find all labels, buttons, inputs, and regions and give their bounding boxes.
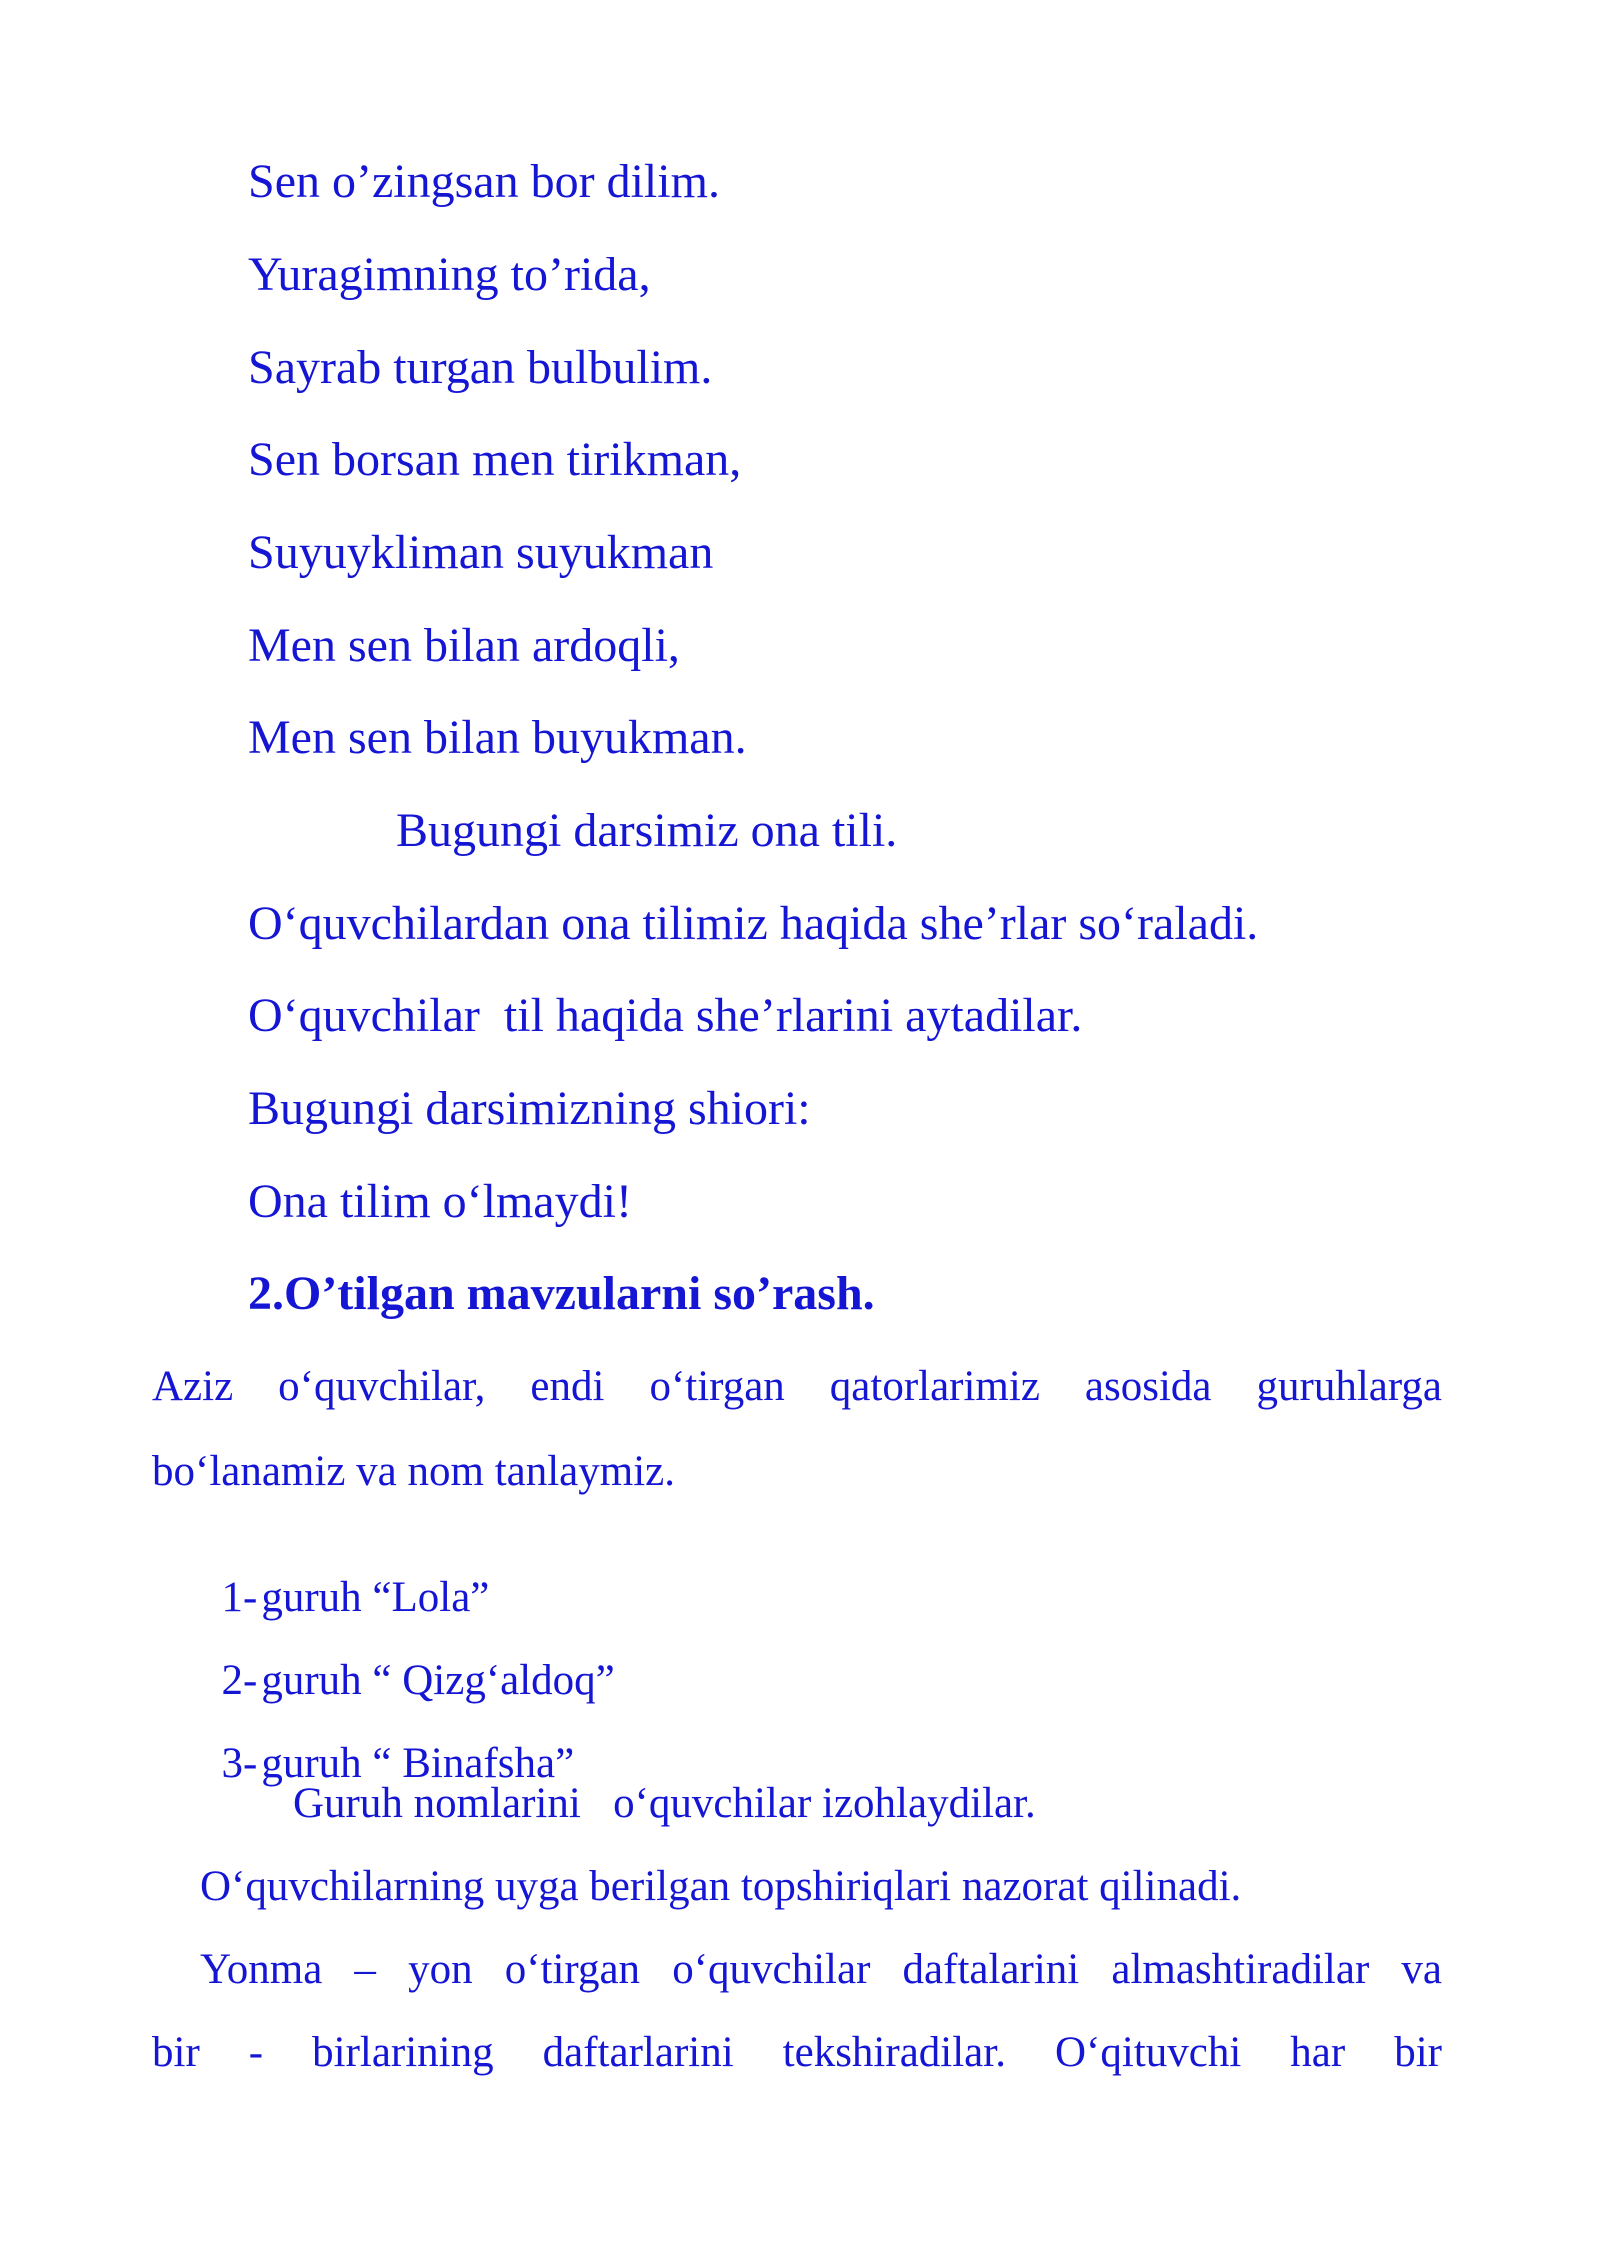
group-number: 1-: [221, 1574, 258, 1621]
group-note: Guruh nomlarini o‘quvchilar izohlaydilar.: [293, 1780, 1036, 1827]
lesson-motto: Ona tilim o‘lmaydi!: [248, 1175, 632, 1228]
poem-line-2: Yuragimning to’rida,: [248, 248, 651, 301]
poem-line-3: Sayrab turgan bulbulim.: [248, 341, 713, 394]
closing-paragraph-line-1: Yonma – yon o‘tirgan o‘quvchilar daftalarini almashtiradilar va: [200, 1946, 1442, 1993]
group-label: guruh “ Qizg‘aldoq”: [261, 1657, 615, 1704]
intro-paragraph-line-2: bo‘lanamiz va nom tanlaymiz.: [152, 1448, 675, 1495]
group-number: 2-: [221, 1657, 258, 1704]
poem-line-1: Sen o’zingsan bor dilim.: [248, 155, 720, 208]
homework-line: O‘quvchilarning uyga berilgan topshiriqlari nazorat qilinadi.: [200, 1863, 1242, 1910]
intro-paragraph-line-1: Aziz o‘quvchilar, endi o‘tirgan qatorlarimiz asosida guruhlarga: [152, 1363, 1442, 1410]
poem-line-4: Sen borsan men tirikman,: [248, 433, 742, 486]
group-list-item-1: [200, 1533, 489, 1619]
poem-line-6: Men sen bilan ardoqli,: [248, 619, 680, 672]
lesson-line-1: O‘quvchilardan ona tilimiz haqida she’rlar so‘raladi.: [248, 897, 1259, 950]
group-list-item-2: [200, 1616, 615, 1702]
group-list-item-3: [200, 1699, 574, 1785]
poem-line-5: Suyuykliman suyukman: [248, 526, 714, 579]
section-heading: 2.O’tilgan mavzularni so’rash.: [248, 1267, 875, 1320]
lesson-topic: Bugungi darsimiz ona tili.: [396, 804, 898, 857]
group-label: guruh “ Binafsha”: [261, 1740, 575, 1787]
closing-paragraph-line-2: bir - birlarining daftarlarini tekshiradilar. O‘qituvchi har bir: [152, 2029, 1442, 2076]
group-number: 3-: [221, 1740, 258, 1787]
lesson-line-2: O‘quvchilar til haqida she’rlarini aytadilar.: [248, 989, 1083, 1042]
poem-line-7: Men sen bilan buyukman.: [248, 711, 747, 764]
lesson-line-3: Bugungi darsimizning shiori:: [248, 1082, 811, 1135]
group-label: guruh “Lola”: [261, 1574, 490, 1621]
